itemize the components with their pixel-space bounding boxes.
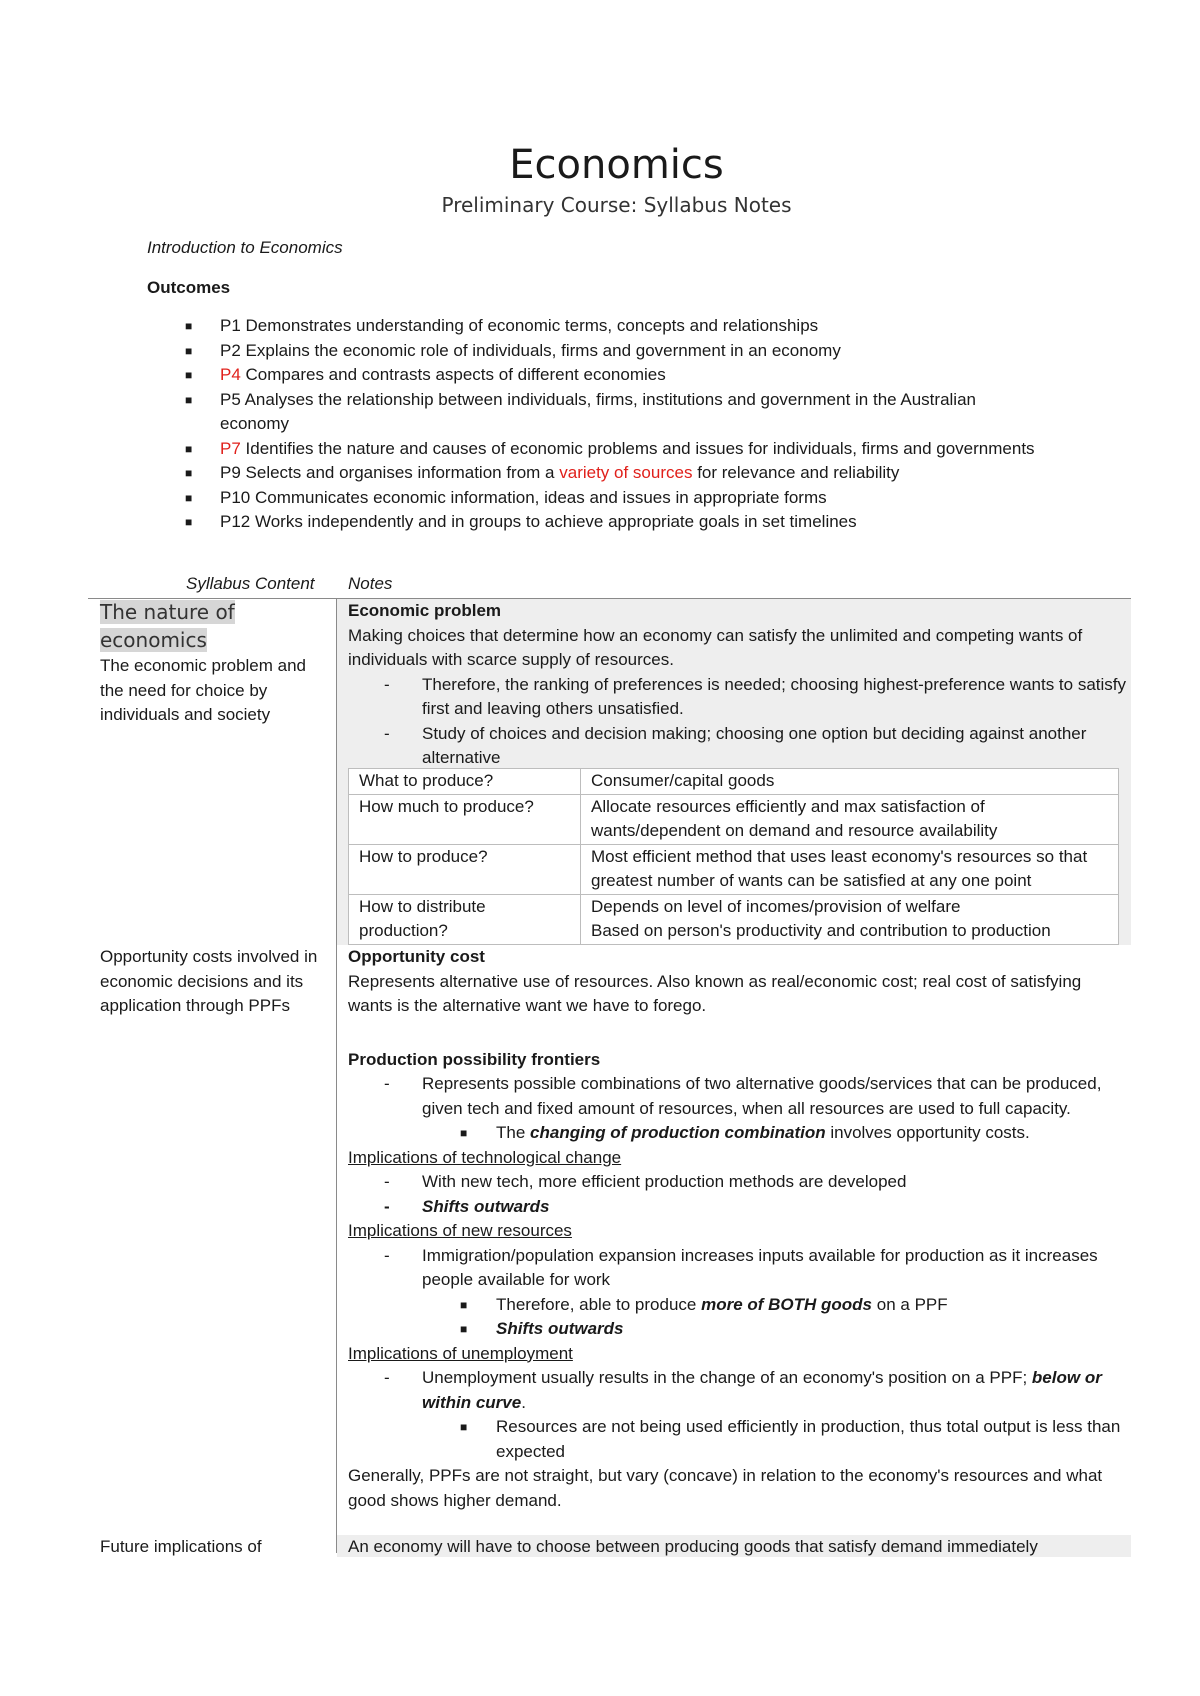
square-bullet-icon: ■ (185, 368, 193, 382)
table-cell-question: What to produce? (349, 769, 581, 795)
notes-opportunity-cost (348, 945, 1128, 1513)
notes-paragraph: Represents alternative use of resources. Also known as real/economic cost; real cost of satisfying wants is the alternative want we have to forego. (348, 971, 1082, 1015)
outcomes-heading: Outcomes (147, 278, 231, 297)
syllabus-topic (100, 599, 332, 728)
dash-item: - Unemployment usually results in the change of an economy's position on a PPF; below or within curve. (384, 1368, 1102, 1412)
square-item: ■ Shifts outwards (348, 1317, 1128, 1342)
outcome-item: ■ P1 Demonstrates understanding of economic terms, concepts and relationships (147, 314, 1047, 339)
notes-economic-problem (348, 599, 1128, 771)
table-row (349, 794, 1119, 844)
table-cell-question: How to distribute production? (349, 894, 581, 944)
square-bullet-icon: ■ (185, 490, 193, 505)
column-header-syllabus: Syllabus Content (186, 574, 315, 593)
column-header-notes: Notes (348, 574, 393, 593)
notes-subheading: Implications of new resources (348, 1221, 572, 1240)
dash-item: - Immigration/population expansion increases inputs available for production as it increases people available for work (384, 1245, 1098, 1289)
dash-item: - With new tech, more efficient production methods are developed (384, 1172, 907, 1191)
square-bullet-icon: ■ (460, 1420, 468, 1434)
square-bullet-icon: ■ (185, 441, 193, 456)
outcome-item: ■ P7 Identifies the nature and causes of economic problems and issues for individuals, firms and governments (147, 437, 1047, 462)
square-bullet-icon: ■ (185, 515, 193, 529)
square-item: ■ Resources are not being used efficiently in production, thus total output is less than expected (460, 1417, 1121, 1461)
square-bullet-icon: ■ (185, 392, 193, 407)
square-bullet-icon: ■ (185, 343, 193, 358)
table-row (349, 844, 1119, 894)
syllabus-topic-opportunity: Opportunity costs involved in economic decisions and its application through PPFs (100, 947, 318, 1015)
square-bullet-icon: ■ (460, 1322, 468, 1336)
dash-item: - Therefore, the ranking of preferences is needed; choosing highest-preference wants to satisfy first and leaving others unsatisfied. (384, 674, 1127, 718)
table-cell-question: How to produce? (349, 844, 581, 894)
square-bullet-icon: ■ (185, 466, 193, 480)
table-cell-question: How much to produce? (349, 794, 581, 844)
outcome-item: ■ P2 Explains the economic role of individuals, firms and government in an economy (147, 339, 1047, 364)
document-title: Economics (509, 142, 724, 188)
square-item: ■ Therefore, able to produce more of BOTH goods on a PPF (348, 1293, 1128, 1318)
outcome-item: ■ P10 Communicates economic information, ideas and issues in appropriate forms (147, 486, 1047, 511)
outcome-item: ■ P12 Works independently and in groups to achieve appropriate goals in set timelines (147, 510, 1047, 535)
notes-heading: Production possibility frontiers (348, 1049, 601, 1069)
table-cell-answer: Allocate resources efficiently and max satisfaction of wants/dependent on demand and resource availability (581, 794, 1119, 844)
outcome-item: ■ P5 Analyses the relationship between individuals, firms, institutions and government in the Australian economy (185, 389, 976, 433)
notes-paragraph: Making choices that determine how an economy can satisfy the unlimited and competing wants of individuals with scarce supply of resources. (348, 625, 1083, 669)
dash-item: - Shifts outwards (384, 1196, 550, 1216)
notes-subheading: Implications of technological change (348, 1147, 622, 1167)
table-cell-answer: Consumer/capital goods (581, 769, 1119, 795)
outcome-item: ■ P4 Compares and contrasts aspects of different economies (147, 363, 1047, 388)
square-bullet-icon: ■ (460, 1297, 468, 1312)
topic-heading: The nature of economics (100, 600, 235, 652)
outcomes-list (147, 314, 1047, 535)
notes-heading: Economic problem (348, 601, 502, 620)
economic-questions-table (348, 768, 1119, 945)
outcome-item: ■ P9 Selects and organises information from a variety of sources for relevance and reliability (147, 461, 1047, 486)
dash-item: - Represents possible combinations of two alternative goods/services that can be produced, given tech and fixed amount of resources, when all resources are used to full capacity. (384, 1074, 1102, 1118)
table-row (349, 769, 1119, 795)
square-item: ■ The changing of production combination involves opportunity costs. (348, 1121, 1128, 1146)
table-row (349, 894, 1119, 944)
table-cell-answer: Depends on level of incomes/provision of welfare Based on person's productivity and contribution to production (581, 894, 1119, 944)
topic-subheading: The economic problem and the need for choice by individuals and society (100, 656, 307, 724)
notes-heading: Opportunity cost (348, 947, 485, 966)
notes-paragraph: Generally, PPFs are not straight, but vary (concave) in relation to the economy's resources and what good shows higher demand. (348, 1466, 1103, 1510)
square-bullet-icon: ■ (460, 1126, 468, 1140)
intro-heading: Introduction to Economics (147, 238, 343, 257)
square-bullet-icon: ■ (185, 319, 193, 333)
notes-subheading: Implications of unemployment (348, 1343, 573, 1363)
syllabus-topic-future: Future implications of (100, 1537, 262, 1556)
dash-item: - Study of choices and decision making; choosing one option but deciding against another alternative (384, 723, 1087, 767)
notes-future: An economy will have to choose between producing goods that satisfy demand immediately (348, 1537, 1038, 1556)
table-cell-answer: Most efficient method that uses least economy's resources so that greatest number of wants can be satisfied at any one point (581, 844, 1119, 894)
document-subtitle: Preliminary Course: Syllabus Notes (441, 193, 792, 217)
column-divider (336, 598, 337, 1553)
